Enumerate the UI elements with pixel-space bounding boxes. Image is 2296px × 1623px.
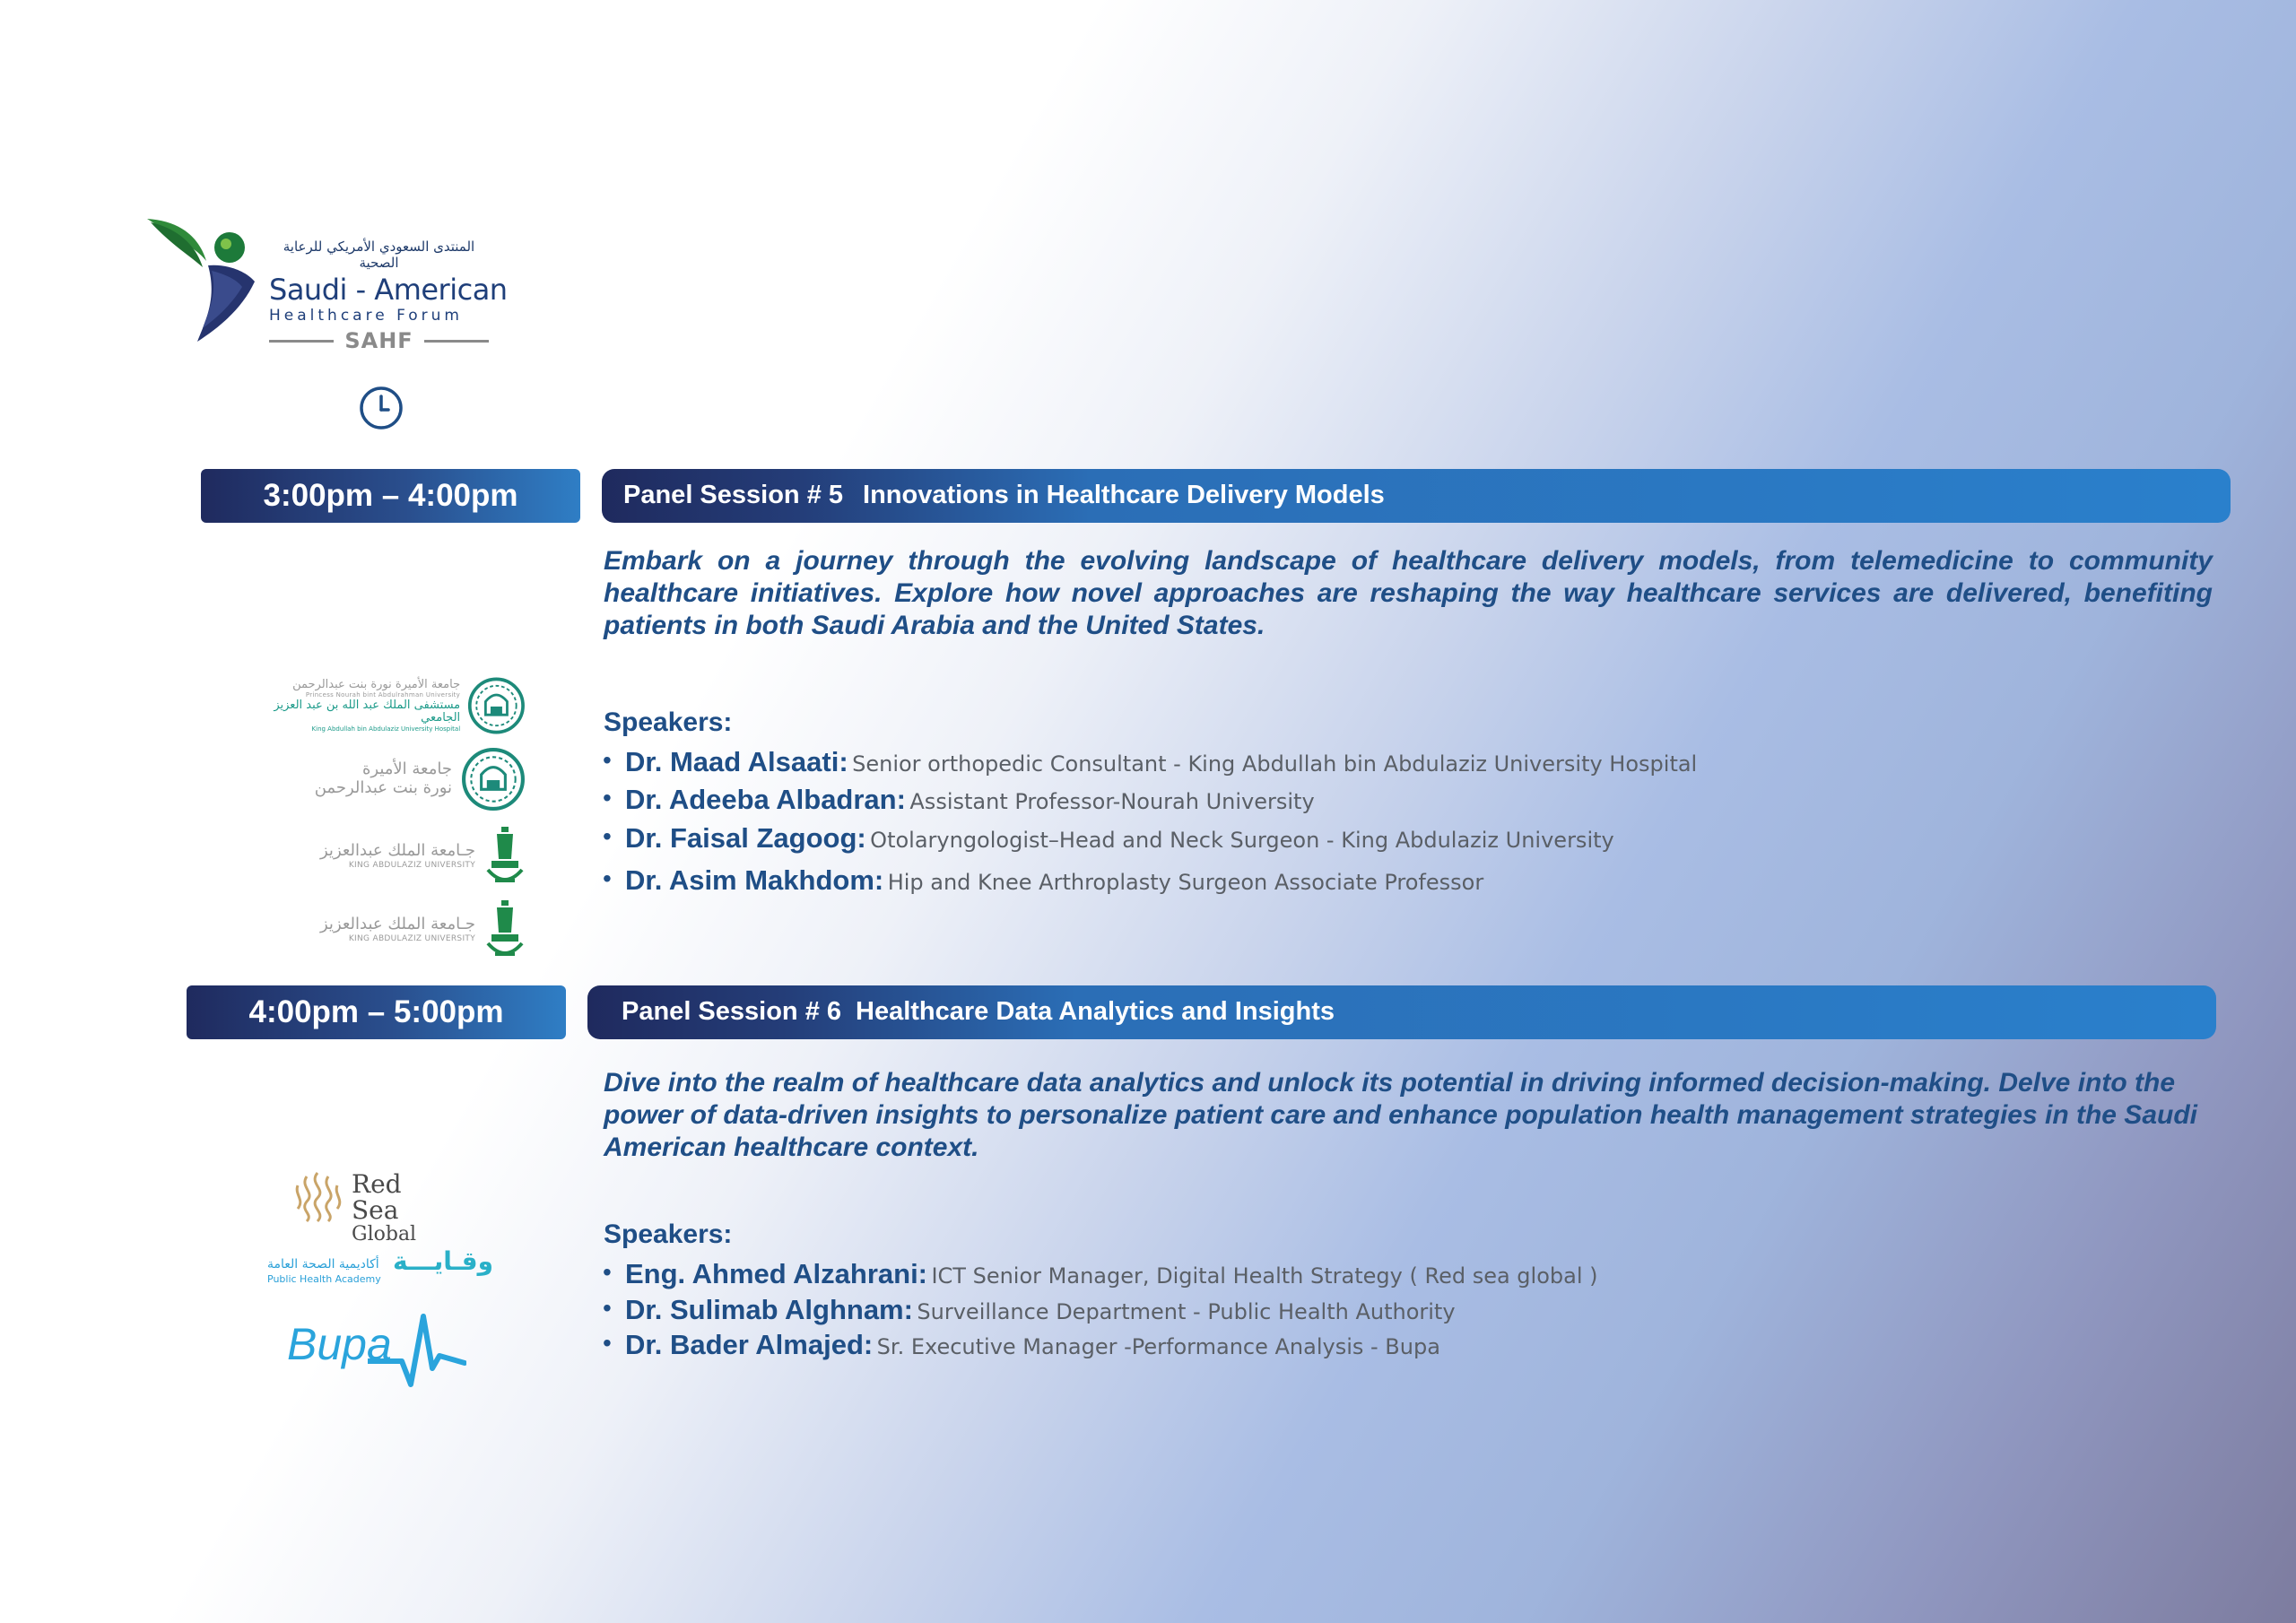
session-5-time: 3:00pm – 4:00pm	[201, 469, 580, 523]
pnu-hospital-logo: جامعة الأميرة نورة بنت عبدالرحمن Princess Nourah bint Abdulrahman University مستشفى الملك عبد الله بن عبد العزيز الجامعي King Abdullah bin Abdulaziz University Hospital	[248, 674, 526, 737]
bupa-logo: Bupa	[287, 1309, 466, 1390]
logo-arabic-text: المنتدى السعودي الأمريكي للرعاية الصحية	[283, 239, 475, 271]
session-5-description: Embark on a journey through the evolving landscape of healthcare delivery models, from telemedicine to community healthcare initiatives. Explore how novel approaches are reshaping the way healthcare services are delivered, benefiting patients in both Saudi Arabia and the United States.	[604, 546, 2213, 640]
red-sea-global-logo: Red Sea Global	[289, 1166, 450, 1228]
speaker-role: Hip and Knee Arthroplasty Surgeon Associate Professor	[887, 870, 1484, 895]
kau-logo: جـامعة الملك عبدالعزيز KING ABDULAZIZ UNIVERSITY	[248, 897, 526, 963]
speaker-name: Dr. Sulimab Alghnam:	[625, 1294, 913, 1325]
session-6-speakers-label: Speakers:	[604, 1219, 733, 1249]
speaker-name: Dr. Faisal Zagoog:	[625, 822, 866, 854]
speaker-item	[603, 1329, 1597, 1365]
speaker-item	[603, 746, 1697, 784]
session-6-number: Panel Session # 6	[622, 997, 842, 1026]
speaker-role: Senior orthopedic Consultant - King Abdullah bin Abdulaziz University Hospital	[852, 751, 1698, 777]
session-6-description: Dive into the realm of healthcare data analytics and unlock its potential in driving informed decision-making. Delve into the power of data-driven insights to personalize patient care and enhance population health management strategies in the Saudi American healthcare context.	[604, 1068, 2197, 1162]
session-6-header	[587, 985, 2216, 1039]
pnu-emblem-icon	[467, 674, 526, 737]
speaker-item	[603, 822, 1697, 864]
session-5-speakers-label: Speakers:	[604, 707, 733, 737]
speaker-role: Surveillance Department - Public Health Authority	[917, 1299, 1456, 1324]
kau-emblem-icon	[484, 897, 526, 963]
session-6-time: 4:00pm – 5:00pm	[187, 985, 566, 1039]
session-6-title: Healthcare Data Analytics and Insights	[856, 997, 1335, 1026]
speaker-name: Dr. Maad Alsaati:	[625, 746, 848, 777]
kau-emblem-icon	[484, 823, 526, 890]
session-5-speaker-list	[603, 746, 1697, 902]
red-sea-global-mark-icon	[289, 1167, 346, 1225]
speaker-item	[603, 784, 1697, 822]
speaker-role: Otolaryngologist–Head and Neck Surgeon - King Abdulaziz University	[870, 828, 1614, 853]
speaker-item	[603, 864, 1697, 902]
pnu-logo: جامعة الأميرة نورة بنت عبدالرحمن	[248, 746, 526, 812]
clock-icon	[357, 384, 405, 432]
session-5-header	[602, 469, 2231, 523]
heartbeat-icon	[368, 1309, 466, 1390]
speaker-role: Sr. Executive Manager -Performance Analysis - Bupa	[876, 1334, 1440, 1359]
speaker-name: Dr. Asim Makhdom:	[625, 864, 884, 896]
session-5-number: Panel Session # 5	[623, 481, 844, 509]
logo-abbreviation: SAHF	[344, 328, 413, 353]
sahf-bird-icon	[144, 212, 269, 346]
sahf-logo	[144, 212, 508, 353]
speaker-item	[603, 1294, 1597, 1329]
speaker-name: Eng. Ahmed Alzahrani:	[625, 1258, 928, 1289]
kau-logo: جـامعة الملك عبدالعزيز KING ABDULAZIZ UNIVERSITY	[248, 823, 526, 890]
public-health-academy-logo: أكاديمية الصحة العامة Public Health Academy وقـايـــة	[267, 1246, 494, 1285]
session-5-title: Innovations in Healthcare Delivery Models	[863, 481, 1385, 509]
logo-name: Saudi - American	[269, 273, 508, 307]
pnu-emblem-icon	[461, 747, 526, 812]
logo-subtitle: Healthcare Forum	[269, 307, 463, 325]
speaker-name: Dr. Adeeba Albadran:	[625, 784, 906, 815]
speaker-name: Dr. Bader Almajed:	[625, 1329, 874, 1360]
speaker-role: ICT Senior Manager, Digital Health Strategy ( Red sea global )	[931, 1263, 1598, 1289]
speaker-role: Assistant Professor-Nourah University	[909, 789, 1315, 814]
session-6-speaker-list	[603, 1258, 1597, 1365]
speaker-item	[603, 1258, 1597, 1294]
